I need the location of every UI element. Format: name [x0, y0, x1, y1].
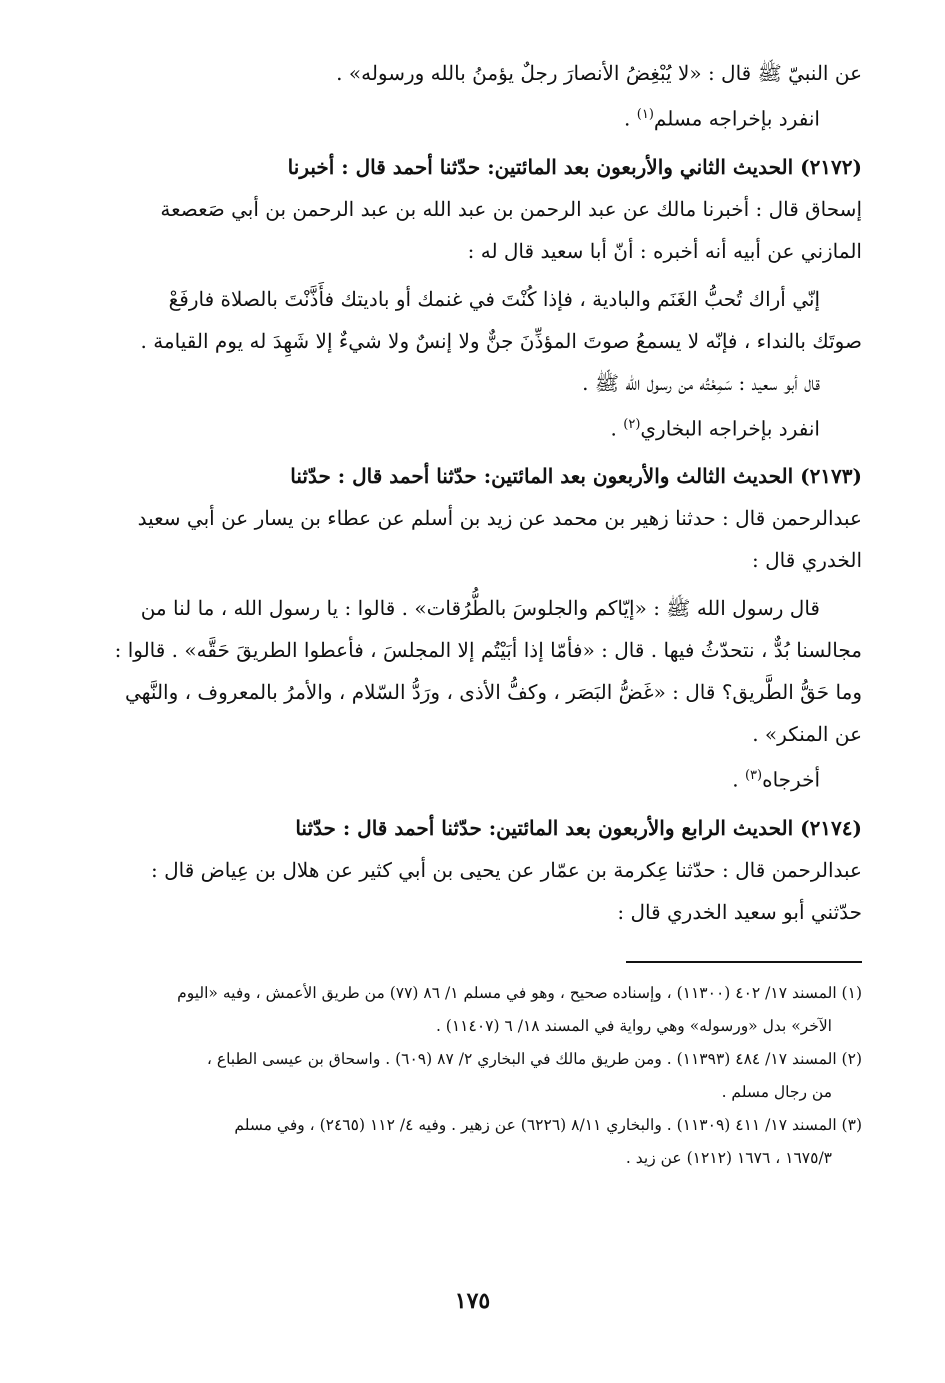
- footnote-line: ١٦٧٥/٣ ، ١٦٧٦ (١٢١٢) عن زيد .: [625, 1148, 832, 1167]
- text-line: صوتَك بالنداء ، فإنّه لا يسمعُ صوتَ المؤذِّنَ جنٌّ ولا إنسٌ ولا شيءٌ إلا شَهِدَ له يوم القيامة .: [140, 328, 862, 353]
- hadith-heading: (٢١٧٣) الحديث الثالث والأربعون بعد المائتين: حدّثنا أحمد قال : حدّثنا: [290, 464, 862, 489]
- hadith-heading: (٢١٧٤) الحديث الرابع والأربعون بعد المائتين: حدّثنا أحمد قال : حدّثنا: [295, 815, 862, 840]
- text-line: قال رسول الله ﷺ : «إيّاكم والجلوسَ بالطُّرُقات» . قالوا : يا رسول الله ، ما لنا من: [140, 596, 820, 621]
- footnote-ref[interactable]: (٣): [744, 768, 763, 784]
- text-line: قال أبو سعيد : سَمِعْتُه من رسول الله ﷺ .: [582, 370, 820, 395]
- text-line: عبدالرحمن قال : حدثنا زهير بن محمد عن زيد بن أسلم عن عطاء بن يسار عن أبي سعيد: [137, 506, 862, 531]
- text-line: إنّي أراك تُحبُّ الغَنَم والبادية ، فإذا كُنْتَ في غنمك أو باديتك فأَذَّنْتَ بالصلاة فارفَعْ: [168, 286, 820, 311]
- text-line: عبدالرحمن قال : حدّثنا عِكرمة بن عمّار عن يحيى بن أبي كثير عن هلال بن عِياض قال :: [150, 857, 862, 882]
- footnote-ref[interactable]: (١): [636, 107, 654, 122]
- text-line: المازني عن أبيه أنه أخبره : أنّ أبا سعيد قال له :: [467, 238, 862, 263]
- text-span: أخرجاه: [762, 767, 820, 792]
- footnote-line: الآخر» بدل «ورسوله» وهي رواية في المسند ١٨/ ٦ (١١٤٠٧) .: [435, 1016, 832, 1035]
- text-span: .: [610, 416, 624, 441]
- text-line: وما حَقُّ الطَّريق؟ قال : «غَضُّ البَصَر ، وكفُّ الأذى ، ورَدُّ السّلام ، والأمرُ بالمعروف ، والنَّهي: [125, 680, 862, 705]
- page-body: [92, 52, 862, 1175]
- text-line: [92, 404, 862, 450]
- footnotes: [92, 977, 862, 1175]
- footnote-line: (٣) المسند ١٧/ ٤١١ (١١٣٠٩) . والبخاري ٨/١١ (٦٢٢٦) عن زهير . وفيه ٤/ ١١٢ (٢٤٦٥) ، وفي مسلم: [234, 1115, 862, 1134]
- text-span: .: [624, 106, 637, 131]
- text-line: حدّثني أبو سعيد الخدري قال :: [617, 899, 862, 924]
- text-line: إسحاق قال : أخبرنا مالك عن عبد الرحمن بن عبد الله بن عبد الرحمن بن أبي صَعصعة: [160, 196, 862, 221]
- text-line: عن المنكر» .: [752, 722, 862, 747]
- hadith-heading: (٢١٧٢) الحديث الثاني والأربعون بعد المائتين: حدّثنا أحمد قال : أخبرنا: [287, 154, 862, 179]
- text-line: عن النبيّ ﷺ قال : «لا يُبْغِضُ الأنصارَ رجلٌ يؤمنُ بالله ورسوله» .: [336, 61, 862, 85]
- text-span: انفرد بإخراجه مسلم: [653, 106, 820, 131]
- page-number: ١٧٥: [454, 1288, 491, 1314]
- footnote-ref[interactable]: (٢): [623, 416, 641, 432]
- text-span: انفرد بإخراجه البخاري: [640, 416, 820, 441]
- footnote-line: (١) المسند ١٧/ ٤٠٢ (١١٣٠٠) ، وإسناده صحيح ، وهو في مسلم ١/ ٨٦ (٧٧) من طريق الأعمش ، وفيه «اليوم: [177, 983, 862, 1002]
- footnote-line: من رجال مسلم .: [721, 1082, 832, 1101]
- text-line: الخدري قال :: [751, 548, 862, 573]
- text-line: [92, 94, 862, 140]
- text-line: [92, 755, 862, 801]
- footnote-line: (٢) المسند ١٧/ ٤٨٤ (١١٣٩٣) . ومن طريق مالك في البخاري ٢/ ٨٧ (٦٠٩) . واسحاق بن عيسى الطباع ،: [206, 1049, 862, 1068]
- text-span: .: [732, 767, 745, 792]
- text-line: مجالسنا بُدٌّ ، نتحدّثُ فيها . قال : «فأمّا إذا أبَيْتُم إلا المجلسَ ، فأعطوا الطريقَ حَقَّه» . قالوا :: [114, 638, 862, 663]
- footnote-divider: [626, 961, 862, 963]
